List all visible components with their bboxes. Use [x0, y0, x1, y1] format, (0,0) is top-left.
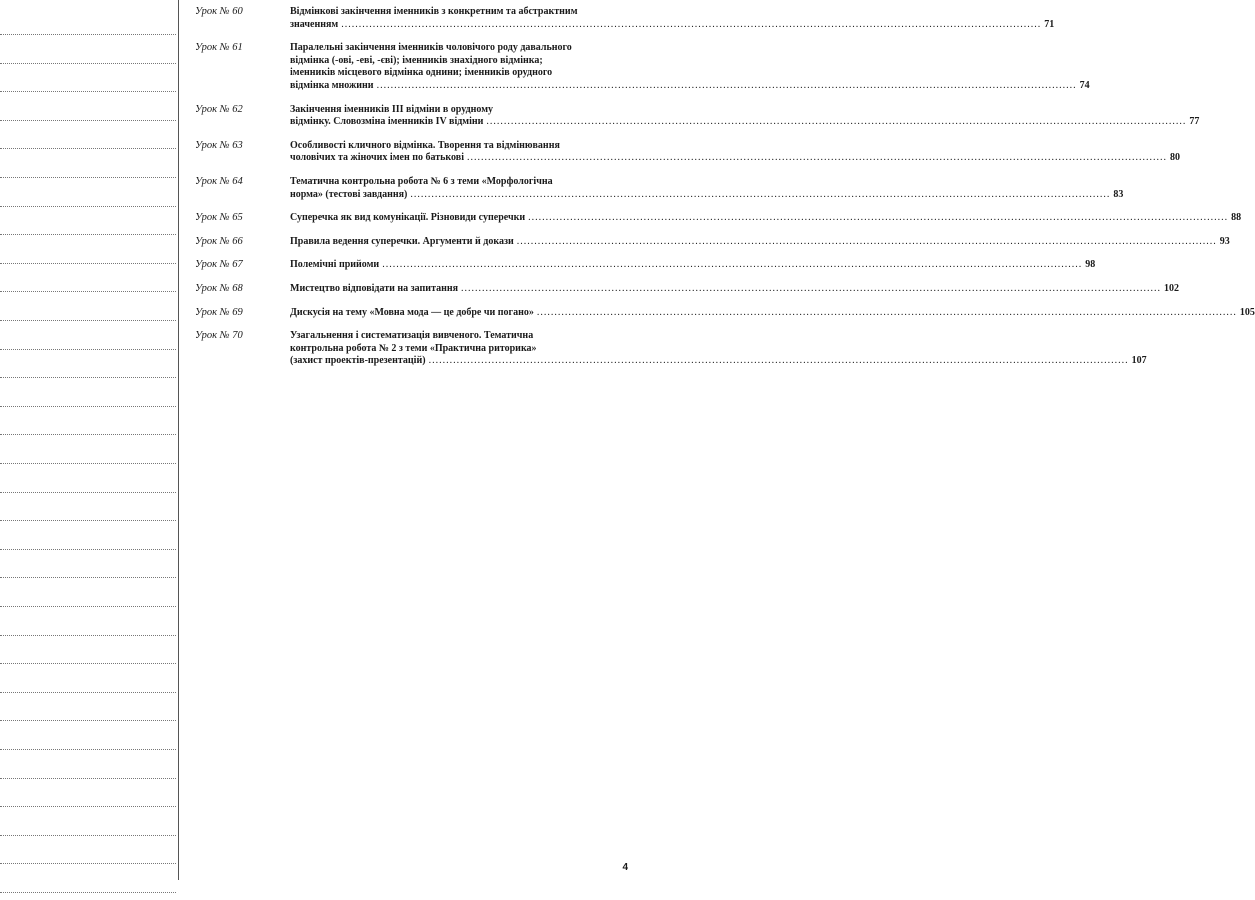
toc-entry: [195, 259, 1096, 272]
lesson-title: [290, 140, 1180, 165]
dot-leader: ........................................................................................................................................................................................................: [516, 235, 1217, 247]
title-line: чоловічих та жіночих імен по батькові: [290, 152, 464, 164]
note-line: [0, 806, 176, 807]
page-ref[interactable]: 98: [1085, 259, 1096, 271]
note-line: [0, 406, 176, 407]
page-ref[interactable]: 80: [1169, 152, 1180, 164]
title-line: значенням: [290, 18, 339, 30]
lesson-label: Урок № 60: [195, 6, 243, 17]
title-last-line: [290, 355, 1147, 368]
note-line: [0, 63, 176, 64]
title-line: відмінку. Словозміна іменників IV відміни: [290, 116, 484, 128]
note-line: [0, 206, 176, 207]
title-line: Правила ведення суперечки. Аргументи й докази: [290, 235, 514, 247]
lesson-label: Урок № 68: [195, 282, 243, 294]
title-last-line: [290, 189, 1123, 202]
note-line: [0, 863, 176, 864]
note-line: [0, 892, 176, 893]
dot-leader: ........................................................................................................................................................................................................: [528, 212, 1229, 224]
note-line: [0, 320, 176, 321]
lesson-title: [290, 330, 1147, 368]
note-line: [0, 177, 176, 178]
toc-entry: [195, 6, 1055, 31]
dot-leader: ........................................................................................................................................................................................................: [376, 79, 1077, 91]
table-of-contents: [195, 6, 1255, 379]
note-line: [0, 549, 176, 550]
page-ref[interactable]: 102: [1164, 282, 1180, 294]
dot-leader: ........................................................................................................................................................................................................: [410, 188, 1111, 200]
dot-leader: ........................................................................................................................................................................................................: [382, 259, 1083, 271]
lesson-label: Урок № 70: [195, 330, 243, 342]
lesson-title: [290, 104, 1199, 129]
toc-entry: [195, 282, 1180, 296]
page-ref[interactable]: 74: [1079, 79, 1090, 91]
note-line: [0, 234, 176, 235]
lesson-title: [290, 212, 1241, 225]
lesson-title: [290, 42, 1090, 92]
note-line: [0, 635, 176, 636]
title-last-line: [290, 152, 1180, 165]
title-last-line: [290, 259, 1095, 272]
title-line: контрольна робота № 2 з теми «Практична риторика»: [290, 342, 537, 354]
lesson-title: [290, 283, 1179, 296]
title-last-line: [290, 80, 1090, 93]
lesson-label: Урок № 69: [195, 306, 243, 318]
note-line: [0, 463, 176, 464]
note-line: [0, 663, 176, 664]
title-line: Тематична контрольна робота № 6 з теми «Морфологічна: [290, 175, 553, 187]
dot-leader: ........................................................................................................................................................................................................: [536, 306, 1237, 318]
title-line: Дискусія на тему «Мовна мода — це добре чи погано»: [290, 306, 534, 318]
title-last-line: [290, 116, 1199, 129]
page-ref[interactable]: 71: [1044, 18, 1055, 30]
notes-margin: [0, 0, 179, 880]
dot-leader: ........................................................................................................................................................................................................: [341, 18, 1042, 30]
toc-entry: [195, 212, 1242, 225]
title-line: Особливості кличного відмінка. Творення та відмінювання: [290, 139, 560, 151]
note-line: [0, 148, 176, 149]
lesson-label: Урок № 63: [195, 139, 243, 151]
lesson-title: [290, 236, 1230, 249]
lesson-label: Урок № 61: [195, 42, 243, 54]
note-line: [0, 492, 176, 493]
page-ref[interactable]: 105: [1239, 306, 1255, 318]
title-line: іменників місцевого відмінка однини; іменників орудного: [290, 67, 553, 79]
page-ref[interactable]: 93: [1219, 235, 1230, 247]
title-line: Закінчення іменників III відміни в орудному: [290, 103, 494, 115]
toc-entry: [195, 306, 1255, 320]
lesson-title: [290, 176, 1123, 201]
title-last-line: [290, 283, 1179, 296]
dot-leader: ........................................................................................................................................................................................................: [486, 116, 1187, 128]
lesson-title: [290, 259, 1095, 272]
lesson-label: Урок № 62: [195, 103, 243, 115]
note-line: [0, 434, 176, 435]
page-number: 4: [622, 862, 628, 873]
title-line: Узагальнення і систематизація вивченого. Тематична: [290, 330, 534, 342]
note-line: [0, 34, 176, 35]
title-line: Полемічні прийоми: [290, 259, 380, 271]
title-line: норма» (тестові завдання): [290, 188, 408, 200]
note-line: [0, 692, 176, 693]
note-line: [0, 520, 176, 521]
note-line: [0, 120, 176, 121]
title-line: Відмінкові закінчення іменників з конкретним та абстрактним: [290, 6, 578, 17]
page-ref[interactable]: 77: [1189, 116, 1200, 128]
note-line: [0, 749, 176, 750]
title-last-line: [290, 236, 1230, 249]
note-line: [0, 577, 176, 578]
title-line: Суперечка як вид комунікації. Різновиди суперечки: [290, 212, 526, 224]
lesson-label: Урок № 64: [195, 175, 243, 187]
note-line: [0, 778, 176, 779]
title-line: відмінка множини: [290, 79, 374, 91]
note-line: [0, 291, 176, 292]
page-ref[interactable]: 83: [1113, 188, 1124, 200]
toc-entry: [195, 42, 1090, 92]
note-line: [0, 263, 176, 264]
dot-leader: ........................................................................................................................................................................................................: [461, 282, 1162, 294]
page-ref[interactable]: 88: [1231, 212, 1242, 224]
lesson-label: Урок № 66: [195, 235, 243, 247]
lesson-label: Урок № 67: [195, 259, 243, 271]
title-last-line: [290, 307, 1255, 320]
note-line: [0, 377, 176, 378]
title-last-line: [290, 19, 1054, 32]
title-line: Паралельні закінчення іменників чоловічого роду давального: [290, 42, 572, 54]
toc-entry: [195, 175, 1124, 201]
note-line: [0, 349, 176, 350]
note-line: [0, 835, 176, 836]
title-line: відмінка (-ові, -еві, -єві); іменників знахідного відмінка;: [290, 54, 543, 66]
lesson-label: Урок № 65: [195, 212, 243, 224]
page-ref[interactable]: 107: [1131, 355, 1147, 367]
dot-leader: ........................................................................................................................................................................................................: [428, 355, 1129, 367]
toc-entry: [195, 330, 1147, 368]
lesson-title: [290, 307, 1255, 320]
toc-entry: [195, 103, 1200, 129]
title-last-line: [290, 212, 1241, 225]
title-line: Мистецтво відповідати на запитання: [290, 282, 459, 294]
toc-entry: [195, 235, 1230, 249]
note-line: [0, 606, 176, 607]
title-line: (захист проектів-презентацій): [290, 355, 426, 367]
dot-leader: ........................................................................................................................................................................................................: [466, 152, 1167, 164]
toc-entry: [195, 139, 1180, 165]
note-line: [0, 720, 176, 721]
lesson-title: [290, 6, 1054, 31]
note-line: [0, 91, 176, 92]
